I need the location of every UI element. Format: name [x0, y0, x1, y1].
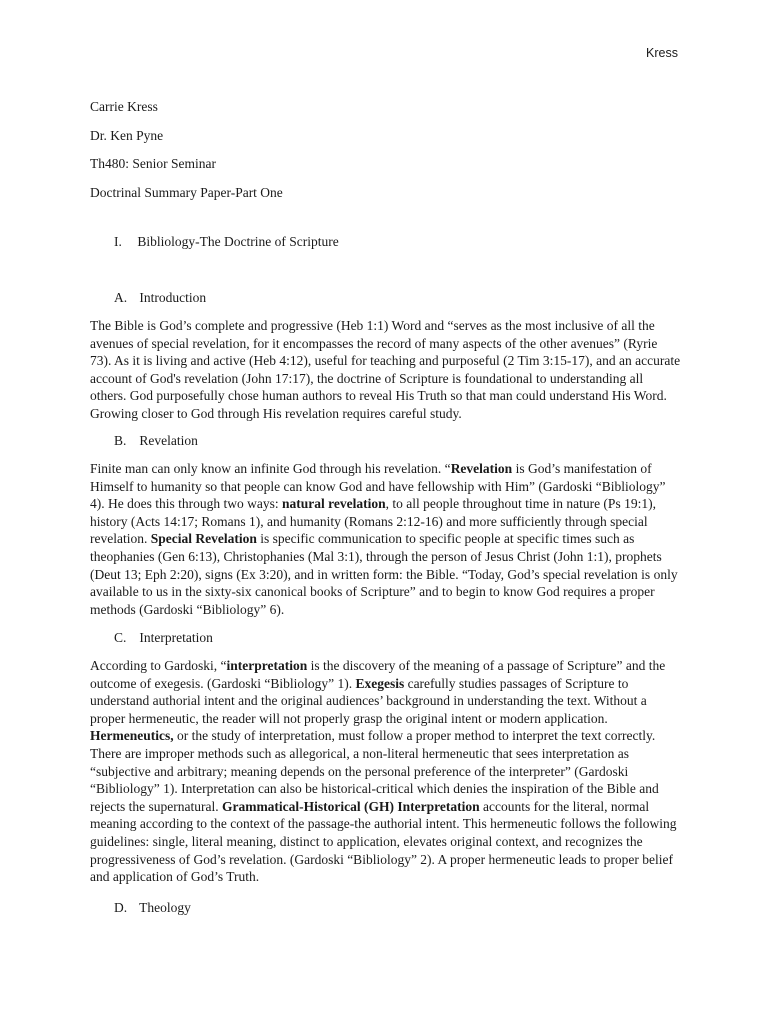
section-letter: B. — [114, 433, 127, 448]
paper-title: Doctrinal Summary Paper-Part One — [90, 184, 283, 200]
section-letter: A. — [114, 290, 128, 305]
section-heading-introduction — [114, 289, 206, 307]
author-block — [90, 93, 680, 207]
paragraph-revelation — [90, 460, 682, 618]
section-heading-revelation — [114, 432, 198, 450]
section-letter: C. — [114, 630, 127, 645]
text-run: carefully studies passages of Scripture to understand authorial intent and the original audiences’ background in understanding the text. Without a proper hermeneutic, the reader will not properly grasp the original intent or modern application. — [90, 675, 647, 726]
running-header: Kress — [646, 46, 678, 60]
term-exegesis: Exegesis — [355, 675, 405, 691]
paragraph-introduction: The Bible is God’s complete and progressive (Heb 1:1) Word and “serves as the most inclusive of all the avenues of special revelation, for it encompasses the record of many aspects of the other avenues” (Ryrie 73). As it is living and active (Heb 4:12), useful for teaching and purposeful (2 Tim 3:15-17), and an accurate account of God's revelation (John 17:17), the doctrine of Scripture is foundational to understanding all others. God purposefully chose human authors to reveal His Truth so that man could understand His Word. Growing closer to God through His revelation requires careful study. — [90, 318, 681, 421]
text-run: is God’s manifestation of Himself to humanity so that people can know God and have fellowship with Him” (Gardoski “Bibliology” 4). He does this through two ways: — [90, 461, 666, 512]
main-heading-bibliology — [114, 233, 339, 251]
term-interpretation: interpretation — [226, 658, 308, 673]
section-title: Introduction — [139, 290, 207, 305]
section-heading-theology — [114, 899, 191, 917]
text-run: is specific communication to specific people at specific times such as theophanies (Gen 6:13), Christophanies (Mal 3:1), through the person of Jesus Christ (John 1:1), prophets (Deut 13; Eph 2:20), signs (Ex 3:20), and in written form: the Bible. “Today, God’s special revelation is only available to us in the sixty-six canonical books of Scripture” and to begin to know God requires a proper methods (Gardoski “Bibliology” 6). — [90, 531, 678, 617]
main-heading-text: Bibliology-The Doctrine of Scripture — [137, 234, 339, 249]
text-run: , to all people throughout time in nature (Ps 19:1), history (Acts 14:17; Romans 1), and humanity (Romans 2:12-16) and more sufficiently through special revelation. — [90, 496, 656, 547]
term-revelation: Revelation — [450, 461, 513, 476]
course-name: Th480: Senior Seminar — [90, 156, 216, 171]
section-title: Revelation — [139, 433, 198, 448]
term-gh-interpretation: Grammatical-Historical (GH) Interpretation — [221, 798, 480, 814]
author-name: Carrie Kress — [90, 99, 158, 114]
term-natural-revelation: natural revelation — [281, 496, 386, 512]
text-run: accounts for the literal, normal meaning according to the context of the passage-the authorial intent. This hermeneutic follows the following guidelines: single, literal meaning, distinct to application, elevates original context, and recognizes the progressiveness of God’s revelation. (Gardoski “Bibliology” 2). A proper hermeneutic leads to proper belief and application of God’s Truth. — [90, 798, 677, 885]
instructor-name: Dr. Ken Pyne — [90, 127, 164, 143]
section-letter: D. — [114, 900, 128, 915]
section-title: Theology — [139, 900, 191, 915]
paragraph-interpretation — [90, 657, 682, 886]
term-hermeneutics: Hermeneutics, — [90, 728, 174, 744]
text-run: or the study of interpretation, must follow a proper method to interpret the text correctly. There are improper methods such as allegorical, a non-literal hermeneutic that sees interpretation as “subjective and arbitrary; meaning depends on the personal preference of the interpreter” (Gardoski “Bibliology” 1). Interpretation can also be historical-critical which denies the inspiration of the Bible and rejects the supernatural. — [90, 728, 659, 814]
term-special-revelation: Special Revelation — [150, 531, 257, 547]
section-title: Interpretation — [139, 630, 213, 645]
section-heading-interpretation — [114, 629, 213, 647]
main-heading-number: I. — [114, 234, 122, 249]
text-run: According to Gardoski, “ — [90, 658, 227, 673]
text-run: Finite man can only know an infinite God through his revelation. “ — [90, 461, 451, 476]
text-run: is the discovery of the meaning of a passage of Scripture” and the outcome of exegesis. (Gardoski “Bibliology” 1). — [90, 658, 666, 691]
